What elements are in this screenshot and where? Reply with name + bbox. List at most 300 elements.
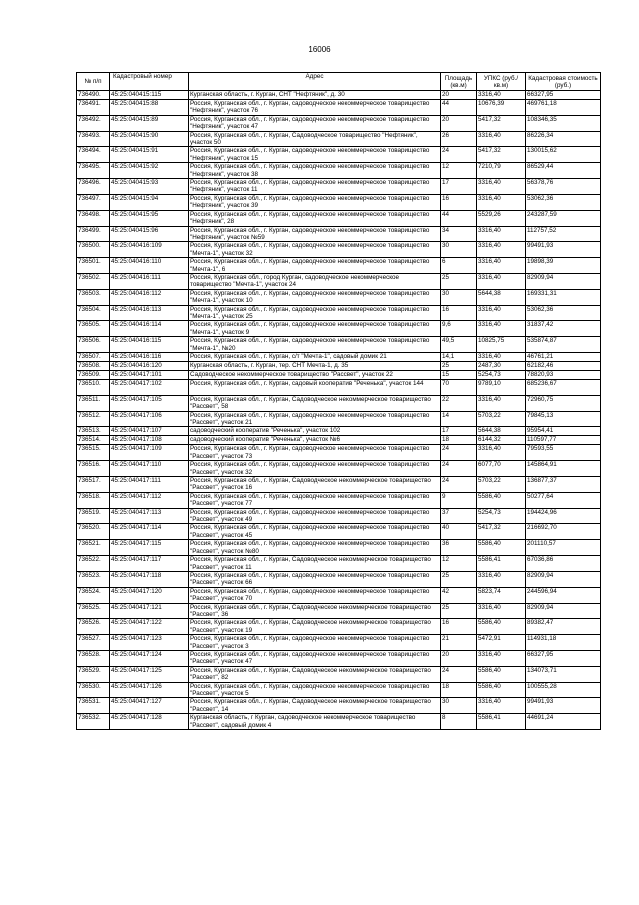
- cadastral-value-cell: 82909,94: [526, 603, 601, 619]
- cadastral-value-cell: 108346,35: [526, 115, 601, 131]
- upks-cell: 3316,40: [477, 258, 526, 274]
- cadastral-value-cell: 201110,57: [526, 540, 601, 556]
- cadastral-number-cell: 45:25:040417:118: [110, 571, 189, 587]
- row-number-cell: 736515.: [77, 445, 110, 461]
- area-cell: 16: [441, 305, 477, 321]
- area-cell: 14: [441, 411, 477, 427]
- row-number-cell: 736509.: [77, 371, 110, 380]
- area-cell: 44: [441, 210, 477, 226]
- row-number-cell: 736508.: [77, 362, 110, 371]
- upks-cell: 3316,40: [477, 131, 526, 147]
- table-row: [77, 714, 601, 730]
- cadastral-value-cell: 79845,13: [526, 411, 601, 427]
- cadastral-number-cell: 45:25:040417:126: [110, 682, 189, 698]
- address-cell: Россия, Курганская обл., г. Курган, садоводческое некоммерческое товарищество "Мечта-1", 6: [189, 258, 441, 274]
- upks-cell: 3316,40: [477, 305, 526, 321]
- address-cell: Россия, Курганская обл., г. Курган, садоводческое некоммерческое товарищество "Рассвет", участок 66: [189, 571, 441, 587]
- row-number-cell: 736499.: [77, 226, 110, 242]
- area-cell: 18: [441, 436, 477, 445]
- cadastral-value-cell: 44691,24: [526, 714, 601, 730]
- table-row: [77, 100, 601, 116]
- area-cell: 9,6: [441, 321, 477, 337]
- row-number-cell: 736510.: [77, 380, 110, 396]
- page-number: 16006: [308, 45, 331, 54]
- table-row: [77, 380, 601, 396]
- cadastral-value-cell: 136877,37: [526, 477, 601, 493]
- table-row: [77, 587, 601, 603]
- cadastral-value-cell: 112757,52: [526, 226, 601, 242]
- table-row: [77, 571, 601, 587]
- upks-cell: 3316,40: [477, 273, 526, 289]
- address-cell: Россия, Курганская обл., г. Курган, садоводческое некоммерческое товарищество "Нефтяник", 28: [189, 210, 441, 226]
- cadastral-number-cell: 45:25:040417:106: [110, 411, 189, 427]
- cadastral-number-cell: 45:25:040415:92: [110, 163, 189, 179]
- upks-cell: 10676,39: [477, 100, 526, 116]
- cadastral-value-cell: 145864,91: [526, 461, 601, 477]
- table-row: [77, 242, 601, 258]
- row-number-cell: 736532.: [77, 714, 110, 730]
- row-number-cell: 736530.: [77, 682, 110, 698]
- cadastral-value-cell: 86226,34: [526, 131, 601, 147]
- row-number-cell: 736501.: [77, 258, 110, 274]
- area-cell: 18: [441, 682, 477, 698]
- cadastral-number-cell: 45:25:040416:110: [110, 258, 189, 274]
- upks-cell: 5529,26: [477, 210, 526, 226]
- cadastral-number-cell: 45:25:040416:120: [110, 362, 189, 371]
- upks-cell: 3316,40: [477, 603, 526, 619]
- cadastral-number-cell: 45:25:040417:101: [110, 371, 189, 380]
- area-cell: 9: [441, 492, 477, 508]
- area-cell: 16: [441, 194, 477, 210]
- cadastral-value-cell: 194424,96: [526, 508, 601, 524]
- cadastral-number-cell: 45:25:040415:90: [110, 131, 189, 147]
- cadastral-number-cell: 45:25:040417:110: [110, 461, 189, 477]
- cadastral-value-cell: 67036,86: [526, 556, 601, 572]
- area-cell: 16: [441, 619, 477, 635]
- table-row: [77, 91, 601, 100]
- upks-cell: 5586,41: [477, 714, 526, 730]
- upks-cell: 5644,38: [477, 427, 526, 436]
- upks-cell: 3316,40: [477, 571, 526, 587]
- address-cell: Россия, Курганская обл., г. Курган, садоводческое некоммерческое товарищество "Рассвет", участок №80: [189, 540, 441, 556]
- row-number-cell: 736507.: [77, 353, 110, 362]
- row-number-cell: 736528.: [77, 650, 110, 666]
- upks-cell: 3316,40: [477, 353, 526, 362]
- cadastral-value-cell: 82909,94: [526, 571, 601, 587]
- row-number-cell: 736498.: [77, 210, 110, 226]
- cadastral-number-cell: 45:25:040415:89: [110, 115, 189, 131]
- address-cell: Россия, Курганская обл., г. Курган, Садоводческое некоммерческое товарищество "Рассвет", участок 16: [189, 477, 441, 493]
- upks-cell: 5586,40: [477, 666, 526, 682]
- cadastral-number-cell: 45:25:040416:112: [110, 289, 189, 305]
- table-row: [77, 524, 601, 540]
- area-cell: 26: [441, 131, 477, 147]
- cadastral-number-cell: 45:25:040417:127: [110, 698, 189, 714]
- cadastral-number-cell: 45:25:040415:115: [110, 91, 189, 100]
- cadastral-value-cell: 82909,94: [526, 273, 601, 289]
- upks-cell: 5254,73: [477, 371, 526, 380]
- cadastral-value-cell: 535874,87: [526, 337, 601, 353]
- cadastral-value-cell: 99491,93: [526, 242, 601, 258]
- row-number-cell: 736521.: [77, 540, 110, 556]
- table-row: [77, 305, 601, 321]
- upks-cell: 5586,40: [477, 540, 526, 556]
- address-cell: Россия, Курганская обл., г. Курган, садоводческое некоммерческое товарищество "Нефтяник", участок №59: [189, 226, 441, 242]
- cadastral-number-cell: 45:25:040417:109: [110, 445, 189, 461]
- row-number-cell: 736517.: [77, 477, 110, 493]
- table-row: [77, 619, 601, 635]
- row-number-cell: 736523.: [77, 571, 110, 587]
- cadastral-number-cell: 45:25:040417:120: [110, 587, 189, 603]
- address-cell: Россия, Курганская обл., г. Курган, садоводческое некоммерческое товарищество "Нефтяник", участок 11: [189, 179, 441, 195]
- table-row: [77, 445, 601, 461]
- upks-cell: 3316,40: [477, 194, 526, 210]
- table-row: [77, 289, 601, 305]
- row-number-cell: 736524.: [77, 587, 110, 603]
- table-row: [77, 492, 601, 508]
- row-number-cell: 736506.: [77, 337, 110, 353]
- upks-cell: 5644,38: [477, 289, 526, 305]
- cadastral-number-cell: 45:25:040416:111: [110, 273, 189, 289]
- header-area: Площадь (кв.м): [441, 73, 477, 91]
- cadastral-value-cell: 66327,95: [526, 650, 601, 666]
- cadastral-value-cell: 114931,18: [526, 635, 601, 651]
- upks-cell: 5703,22: [477, 477, 526, 493]
- table-row: [77, 635, 601, 651]
- address-cell: Россия, Курганская обл., г. Курган, Садоводческое некоммерческое товарищество "Рассвет", 58: [189, 395, 441, 411]
- address-cell: садоводческий кооператив "Реченька", участок №6: [189, 436, 441, 445]
- area-cell: 21: [441, 635, 477, 651]
- cadastral-number-cell: 45:25:040415:93: [110, 179, 189, 195]
- area-cell: 15: [441, 371, 477, 380]
- table-row: [77, 411, 601, 427]
- row-number-cell: 736529.: [77, 666, 110, 682]
- cadastral-value-cell: 99491,93: [526, 698, 601, 714]
- cadastral-number-cell: 45:25:040416:115: [110, 337, 189, 353]
- cadastral-value-cell: 100555,28: [526, 682, 601, 698]
- cadastral-number-cell: 45:25:040416:113: [110, 305, 189, 321]
- header-num: № п/п: [77, 73, 110, 91]
- table-row: [77, 179, 601, 195]
- cadastral-number-cell: 45:25:040417:122: [110, 619, 189, 635]
- cadastral-number-cell: 45:25:040417:114: [110, 524, 189, 540]
- upks-cell: 3316,40: [477, 179, 526, 195]
- cadastral-number-cell: 45:25:040417:113: [110, 508, 189, 524]
- table-row: [77, 226, 601, 242]
- row-number-cell: 736500.: [77, 242, 110, 258]
- address-cell: Россия, Курганская обл., г. Курган, садоводческое некоммерческое товарищество "Рассвет", участок 3: [189, 635, 441, 651]
- area-cell: 17: [441, 179, 477, 195]
- upks-cell: 5586,40: [477, 682, 526, 698]
- table-row: [77, 258, 601, 274]
- table-row: [77, 461, 601, 477]
- header-value: Кадастровая стоимость (руб.): [526, 73, 601, 91]
- address-cell: Россия, Курганская обл., г. Курган, садоводческое некоммерческое товарищество "Рассвет", участок 77: [189, 492, 441, 508]
- upks-cell: 6077,70: [477, 461, 526, 477]
- address-cell: Россия, Курганская обл., г. Курган, садоводческое некоммерческое товарищество "Мечта-1", №20: [189, 337, 441, 353]
- address-cell: Россия, Курганская обл., г. Курган, Садоводческое некоммерческое товарищество "Рассвет", 14: [189, 698, 441, 714]
- row-number-cell: 736505.: [77, 321, 110, 337]
- row-number-cell: 736493.: [77, 131, 110, 147]
- table-row: [77, 540, 601, 556]
- area-cell: 25: [441, 571, 477, 587]
- cadastral-value-cell: 72960,75: [526, 395, 601, 411]
- table-row: [77, 556, 601, 572]
- row-number-cell: 736519.: [77, 508, 110, 524]
- address-cell: Россия, Курганская обл., г. Курган, садоводческое некоммерческое товарищество "Рассвет", участок 70: [189, 587, 441, 603]
- address-cell: Россия, Курганская обл., г. Курган, садоводческое некоммерческое товарищество "Рассвет", участок 49: [189, 508, 441, 524]
- row-number-cell: 736516.: [77, 461, 110, 477]
- table-row: [77, 650, 601, 666]
- cadastral-number-cell: 45:25:040415:91: [110, 147, 189, 163]
- cadastral-value-cell: 110597,77: [526, 436, 601, 445]
- upks-cell: 9789,10: [477, 380, 526, 396]
- upks-cell: 5703,22: [477, 411, 526, 427]
- address-cell: Россия, Курганская обл., г. Курган, Садоводческое некоммерческое товарищество "Рассвет", 82: [189, 666, 441, 682]
- cadastral-table: [76, 72, 601, 730]
- table-row: [77, 371, 601, 380]
- header-address: Адрес: [189, 73, 441, 91]
- upks-cell: 6144,32: [477, 436, 526, 445]
- cadastral-value-cell: 89382,47: [526, 619, 601, 635]
- cadastral-value-cell: 134073,71: [526, 666, 601, 682]
- cadastral-value-cell: 66327,95: [526, 91, 601, 100]
- area-cell: 24: [441, 445, 477, 461]
- cadastral-number-cell: 45:25:040417:105: [110, 395, 189, 411]
- cadastral-value-cell: 78820,93: [526, 371, 601, 380]
- address-cell: Курганская область, г. Курган, тер. СНТ Мечта-1, д. 35: [189, 362, 441, 371]
- header-upks: УПКС (руб./кв.м): [477, 73, 526, 91]
- address-cell: Россия, Курганская обл., г. Курган, садоводческое некоммерческое товарищество "Нефтяник", участок 47: [189, 115, 441, 131]
- upks-cell: 5254,73: [477, 508, 526, 524]
- upks-cell: 5586,41: [477, 556, 526, 572]
- area-cell: 24: [441, 666, 477, 682]
- cadastral-value-cell: 244596,94: [526, 587, 601, 603]
- upks-cell: 5417,32: [477, 147, 526, 163]
- cadastral-number-cell: 45:25:040417:117: [110, 556, 189, 572]
- table-row: [77, 163, 601, 179]
- address-cell: Россия, Курганская обл., г. Курган, садоводческое некоммерческое товарищество "Мечта-1", участок 9: [189, 321, 441, 337]
- table-row: [77, 666, 601, 682]
- address-cell: Россия, Курганская обл., г. Курган, садоводческое некоммерческое товарищество "Нефтяник", участок 15: [189, 147, 441, 163]
- upks-cell: 2487,30: [477, 362, 526, 371]
- row-number-cell: 736513.: [77, 427, 110, 436]
- cadastral-value-cell: 46761,21: [526, 353, 601, 362]
- row-number-cell: 736494.: [77, 147, 110, 163]
- table-body: [77, 91, 601, 730]
- cadastral-value-cell: 95954,41: [526, 427, 601, 436]
- area-cell: 12: [441, 163, 477, 179]
- table-row: [77, 115, 601, 131]
- address-cell: Россия, Курганская обл., г. Курган, садоводческое некоммерческое товарищество "Рассвет", участок 5: [189, 682, 441, 698]
- address-cell: Россия, Курганская обл., г. Курган, садоводческое некоммерческое товарищество "Нефтяник", участок 38: [189, 163, 441, 179]
- table-row: [77, 427, 601, 436]
- cadastral-number-cell: 45:25:040417:123: [110, 635, 189, 651]
- address-cell: Россия, Курганская обл., г. Курган, садоводческое некоммерческое товарищество "Мечта-1", участок 10: [189, 289, 441, 305]
- upks-cell: 5823,74: [477, 587, 526, 603]
- area-cell: 17: [441, 427, 477, 436]
- address-cell: Россия, Курганская обл., г. Курган, садоводческое некоммерческое товарищество "Рассвет", участок 32: [189, 461, 441, 477]
- table-row: [77, 395, 601, 411]
- cadastral-number-cell: 45:25:040417:111: [110, 477, 189, 493]
- table-row: [77, 508, 601, 524]
- upks-cell: 3316,40: [477, 395, 526, 411]
- row-number-cell: 736504.: [77, 305, 110, 321]
- row-number-cell: 736525.: [77, 603, 110, 619]
- address-cell: Россия, Курганская обл., г. Курган, Садоводческое некоммерческое товарищество "Рассвет", участок 19: [189, 619, 441, 635]
- area-cell: 30: [441, 289, 477, 305]
- table-row: [77, 362, 601, 371]
- cadastral-number-cell: 45:25:040417:124: [110, 650, 189, 666]
- area-cell: 30: [441, 698, 477, 714]
- address-cell: Россия, Курганская обл., г. Курган, садоводческое некоммерческое товарищество "Рассвет", участок 47: [189, 650, 441, 666]
- table-row: [77, 353, 601, 362]
- cadastral-value-cell: 130015,62: [526, 147, 601, 163]
- row-number-cell: 736531.: [77, 698, 110, 714]
- cadastral-value-cell: 62182,46: [526, 362, 601, 371]
- upks-cell: 3316,40: [477, 91, 526, 100]
- upks-cell: 3316,40: [477, 321, 526, 337]
- row-number-cell: 736511.: [77, 395, 110, 411]
- upks-cell: 7210,79: [477, 163, 526, 179]
- area-cell: 20: [441, 650, 477, 666]
- row-number-cell: 736527.: [77, 635, 110, 651]
- address-cell: Россия, Курганская обл., г. Курган, с/т "Мечта-1", садовый домик 21: [189, 353, 441, 362]
- area-cell: 34: [441, 226, 477, 242]
- address-cell: Россия, Курганская обл., г. Курган, Садоводческое некоммерческое товарищество "Рассвет", участок 11: [189, 556, 441, 572]
- address-cell: Россия, Курганская обл., г. Курган, садоводческое некоммерческое товарищество "Мечта-1", участок 32: [189, 242, 441, 258]
- cadastral-number-cell: 45:25:040417:107: [110, 427, 189, 436]
- row-number-cell: 736496.: [77, 179, 110, 195]
- area-cell: 22: [441, 395, 477, 411]
- area-cell: 25: [441, 362, 477, 371]
- header-cadastral: Кадастровый номер: [110, 73, 189, 91]
- cadastral-value-cell: 469761,18: [526, 100, 601, 116]
- upks-cell: 5417,32: [477, 524, 526, 540]
- cadastral-value-cell: 79593,55: [526, 445, 601, 461]
- cadastral-value-cell: 86529,44: [526, 163, 601, 179]
- cadastral-number-cell: 45:25:040416:109: [110, 242, 189, 258]
- cadastral-number-cell: 45:25:040416:114: [110, 321, 189, 337]
- table-row: [77, 477, 601, 493]
- table-row: [77, 147, 601, 163]
- area-cell: 20: [441, 91, 477, 100]
- upks-cell: 5586,40: [477, 492, 526, 508]
- upks-cell: 3316,40: [477, 445, 526, 461]
- area-cell: 44: [441, 100, 477, 116]
- table-row: [77, 698, 601, 714]
- row-number-cell: 736503.: [77, 289, 110, 305]
- cadastral-value-cell: 56378,76: [526, 179, 601, 195]
- address-cell: садоводческий кооператив "Реченька", участок 102: [189, 427, 441, 436]
- area-cell: 25: [441, 273, 477, 289]
- table-row: [77, 682, 601, 698]
- address-cell: Россия, Курганская обл., г. Курган, садоводческое некоммерческое товарищество "Нефтяник", участок 39: [189, 194, 441, 210]
- address-cell: Россия, Курганская обл., г. Курган, садовый кооператив "Реченька", участок 144: [189, 380, 441, 396]
- area-cell: 24: [441, 147, 477, 163]
- address-cell: Россия, Курганская обл., г. Курган, садоводческое некоммерческое товарищество "Рассвет", участок 73: [189, 445, 441, 461]
- cadastral-value-cell: 50277,64: [526, 492, 601, 508]
- upks-cell: 3316,40: [477, 650, 526, 666]
- area-cell: 30: [441, 242, 477, 258]
- row-number-cell: 736520.: [77, 524, 110, 540]
- table-row: [77, 131, 601, 147]
- address-cell: Садоводческое некоммерческое товарищество "Рассвет", участок 22: [189, 371, 441, 380]
- area-cell: 24: [441, 461, 477, 477]
- cadastral-number-cell: 45:25:040415:88: [110, 100, 189, 116]
- area-cell: 14,1: [441, 353, 477, 362]
- address-cell: Россия, Курганская обл., город Курган, садоводческое некоммерческое товарищество "Мечта-1", участок 24: [189, 273, 441, 289]
- address-cell: Россия, Курганская обл., г. Курган, Садоводческое некоммерческое товарищество "Рассвет", 36: [189, 603, 441, 619]
- address-cell: Россия, Курганская обл., г. Курган, садоводческое некоммерческое товарищество "Рассвет", участок 45: [189, 524, 441, 540]
- cadastral-number-cell: 45:25:040417:108: [110, 436, 189, 445]
- table-row: [77, 210, 601, 226]
- table-row: [77, 436, 601, 445]
- table-row: [77, 321, 601, 337]
- row-number-cell: 736490.: [77, 91, 110, 100]
- cadastral-value-cell: 685236,67: [526, 380, 601, 396]
- cadastral-number-cell: 45:25:040417:115: [110, 540, 189, 556]
- row-number-cell: 736495.: [77, 163, 110, 179]
- area-cell: 25: [441, 603, 477, 619]
- row-number-cell: 736514.: [77, 436, 110, 445]
- table-row: [77, 273, 601, 289]
- upks-cell: 5586,40: [477, 619, 526, 635]
- row-number-cell: 736522.: [77, 556, 110, 572]
- cadastral-value-cell: 31837,42: [526, 321, 601, 337]
- upks-cell: 5472,91: [477, 635, 526, 651]
- table-row: [77, 194, 601, 210]
- table-row: [77, 603, 601, 619]
- cadastral-value-cell: 53062,36: [526, 305, 601, 321]
- row-number-cell: 736518.: [77, 492, 110, 508]
- address-cell: Россия, Курганская обл., г. Курган, садоводческое некоммерческое товарищество "Нефтяник", участок 76: [189, 100, 441, 116]
- row-number-cell: 736502.: [77, 273, 110, 289]
- row-number-cell: 736526.: [77, 619, 110, 635]
- cadastral-number-cell: 45:25:040417:102: [110, 380, 189, 396]
- area-cell: 6: [441, 258, 477, 274]
- cadastral-value-cell: 19898,39: [526, 258, 601, 274]
- area-cell: 42: [441, 587, 477, 603]
- cadastral-value-cell: 216692,70: [526, 524, 601, 540]
- address-cell: Россия, Курганская обл., г. Курган, садоводческое некоммерческое товарищество "Мечта-1", участок 25: [189, 305, 441, 321]
- address-cell: Курганская область, г. Курган, СНТ "Нефтяник", д. 30: [189, 91, 441, 100]
- row-number-cell: 736492.: [77, 115, 110, 131]
- cadastral-value-cell: 243287,59: [526, 210, 601, 226]
- upks-cell: 3316,40: [477, 226, 526, 242]
- row-number-cell: 736491.: [77, 100, 110, 116]
- area-cell: 12: [441, 556, 477, 572]
- cadastral-value-cell: 53062,36: [526, 194, 601, 210]
- area-cell: 24: [441, 477, 477, 493]
- area-cell: 49,5: [441, 337, 477, 353]
- table-row: [77, 337, 601, 353]
- cadastral-number-cell: 45:25:040415:94: [110, 194, 189, 210]
- address-cell: Россия, Курганская обл., г. Курган, садоводческое некоммерческое товарищество "Рассвет", участок 21: [189, 411, 441, 427]
- cadastral-number-cell: 45:25:040415:95: [110, 210, 189, 226]
- upks-cell: 5417,32: [477, 115, 526, 131]
- address-cell: Курганская область, г Курган, садоводческое некоммерческое товарищество "Рассвет", садовый домик 4: [189, 714, 441, 730]
- upks-cell: 3316,40: [477, 698, 526, 714]
- address-cell: Россия, Курганская обл., г. Курган, Садоводческое товарищество "Нефтяник", участок 50: [189, 131, 441, 147]
- upks-cell: 3316,40: [477, 242, 526, 258]
- cadastral-number-cell: 45:25:040417:121: [110, 603, 189, 619]
- cadastral-number-cell: 45:25:040417:125: [110, 666, 189, 682]
- row-number-cell: 736497.: [77, 194, 110, 210]
- cadastral-number-cell: 45:25:040417:128: [110, 714, 189, 730]
- cadastral-number-cell: 45:25:040417:112: [110, 492, 189, 508]
- cadastral-value-cell: 169331,31: [526, 289, 601, 305]
